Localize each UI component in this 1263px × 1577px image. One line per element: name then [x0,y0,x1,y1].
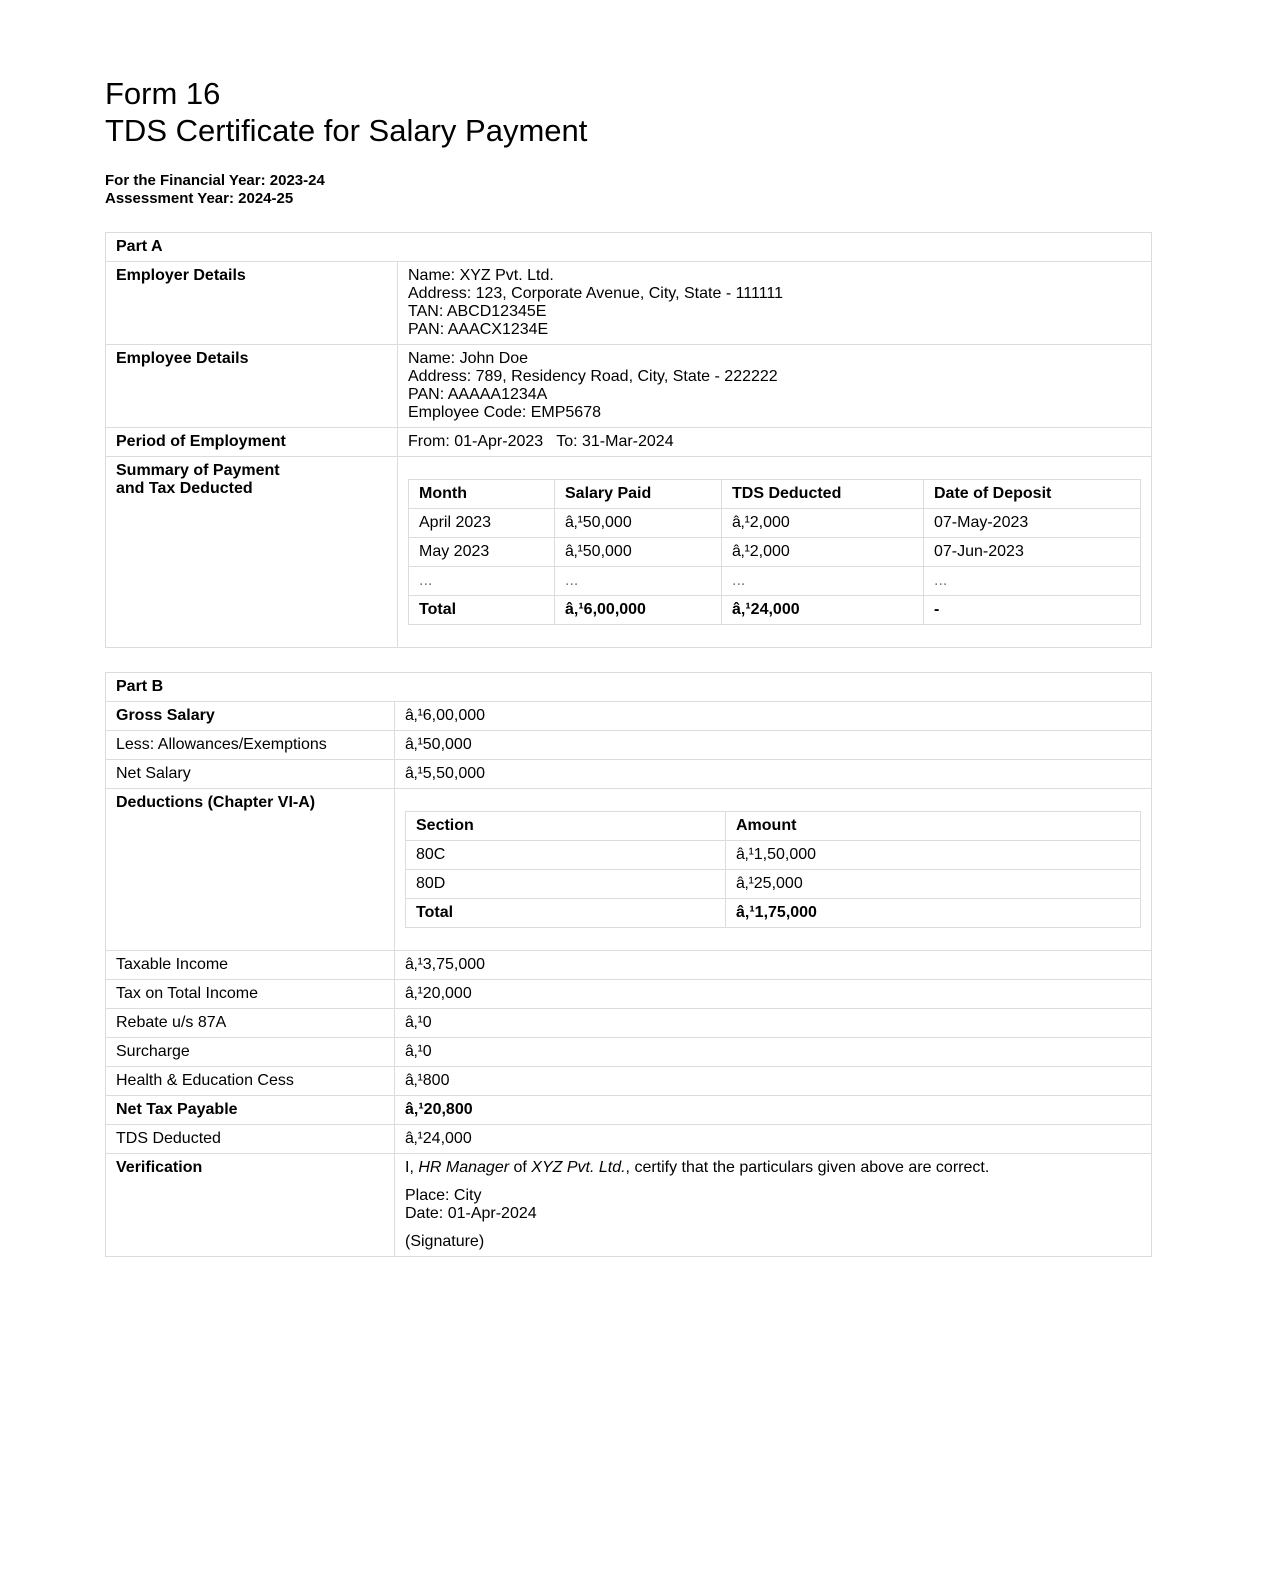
tds-deducted-value: â‚¹24,000 [395,1125,1152,1154]
deductions-cell-section: 80C [406,841,726,870]
verification-statement [405,1159,1141,1177]
verification-label: Verification [106,1154,395,1257]
summary-row [409,509,1141,538]
summary-cell-tds: â‚¹2,000 [722,509,924,538]
summary-total-tds: â‚¹24,000 [722,596,924,625]
summary-label-line2: and Tax Deducted [116,480,253,497]
deductions-total-amount: â‚¹1,75,000 [726,899,1141,928]
employer-pan: PAN: AAACX1234E [408,321,549,338]
part-b-heading: Part B [106,673,1152,702]
allowances-value: â‚¹50,000 [395,731,1152,760]
net-salary-value: â‚¹5,50,000 [395,760,1152,789]
summary-cell-tds: â‚¹2,000 [722,538,924,567]
deductions-label: Deductions (Chapter VI-A) [106,789,395,951]
taxable-income-value: â‚¹3,75,000 [395,951,1152,980]
summary-label [106,457,398,648]
summary-header-row [409,480,1141,509]
employee-details [398,345,1152,428]
summary-cell-date: ... [924,567,1141,596]
verification-designation: HR Manager [418,1159,510,1176]
employer-tan: TAN: ABCD12345E [408,303,547,320]
period-value: From: 01-Apr-2023 To: 31-Mar-2024 [398,428,1152,457]
summary-total-label: Total [409,596,555,625]
employee-address: Address: 789, Residency Road, City, State - 222222 [408,368,778,385]
summary-cell-date: 07-Jun-2023 [924,538,1141,567]
surcharge-value: â‚¹0 [395,1038,1152,1067]
verification-suffix: , certify that the particulars given above are correct. [625,1159,990,1176]
surcharge-label: Surcharge [106,1038,395,1067]
employer-details [398,262,1152,345]
summary-cell-salary: â‚¹50,000 [555,509,722,538]
summary-cell-salary: ... [555,567,722,596]
page-crop-mask [0,1292,1263,1577]
deductions-cell-amount: â‚¹1,50,000 [726,841,1141,870]
summary-cell-salary: â‚¹50,000 [555,538,722,567]
cess-label: Health & Education Cess [106,1067,395,1096]
summary-cell-month: ... [409,567,555,596]
summary-header-date: Date of Deposit [924,480,1141,509]
verification-signature: (Signature) [405,1233,485,1250]
summary-cell [398,457,1152,648]
summary-cell-month: April 2023 [409,509,555,538]
year-info [105,172,1152,208]
employee-name: Name: John Doe [408,350,529,367]
summary-total-row [409,596,1141,625]
net-tax-label: Net Tax Payable [106,1096,395,1125]
part-b-table [105,672,1152,1257]
verification-place: Place: City [405,1187,482,1204]
page-subtitle: TDS Certificate for Salary Payment [105,113,588,148]
verification-prefix: I, [405,1159,419,1176]
part-a-heading: Part A [106,233,1152,262]
deductions-header-row [406,812,1141,841]
deductions-cell-section: 80D [406,870,726,899]
gross-salary-label: Gross Salary [106,702,395,731]
summary-label-line1: Summary of Payment [116,462,280,479]
cess-value: â‚¹800 [395,1067,1152,1096]
tds-deducted-label: TDS Deducted [106,1125,395,1154]
deductions-cell [395,789,1152,951]
period-label: Period of Employment [106,428,398,457]
net-tax-value: â‚¹20,800 [395,1096,1152,1125]
deductions-header-amount: Amount [726,812,1141,841]
allowances-label: Less: Allowances/Exemptions [106,731,395,760]
deductions-header-section: Section [406,812,726,841]
summary-row [409,567,1141,596]
employer-address: Address: 123, Corporate Avenue, City, State - 111111 [408,285,784,302]
verification-of: of [509,1159,532,1176]
net-salary-label: Net Salary [106,760,395,789]
summary-header-salary: Salary Paid [555,480,722,509]
summary-total-salary: â‚¹6,00,000 [555,596,722,625]
deductions-total-row [406,899,1141,928]
deductions-total-label: Total [406,899,726,928]
deductions-cell-amount: â‚¹25,000 [726,870,1141,899]
financial-year: For the Financial Year: 2023-24 [105,172,325,189]
page-title: Form 16 [105,76,221,111]
deductions-row [406,841,1141,870]
tax-total-value: â‚¹20,000 [395,980,1152,1009]
employer-details-label: Employer Details [106,262,398,345]
assessment-year: Assessment Year: 2024-25 [105,190,294,207]
tax-total-label: Tax on Total Income [106,980,395,1009]
summary-header-tds: TDS Deducted [722,480,924,509]
summary-row [409,538,1141,567]
rebate-value: â‚¹0 [395,1009,1152,1038]
summary-cell-tds: ... [722,567,924,596]
part-a-table [105,232,1152,648]
summary-cell-date: 07-May-2023 [924,509,1141,538]
deductions-row [406,870,1141,899]
verification-company: XYZ Pvt. Ltd. [531,1159,626,1176]
summary-cell-month: May 2023 [409,538,555,567]
rebate-label: Rebate u/s 87A [106,1009,395,1038]
taxable-income-label: Taxable Income [106,951,395,980]
verification-cell [395,1154,1152,1257]
employer-name: Name: XYZ Pvt. Ltd. [408,267,554,284]
gross-salary-value: â‚¹6,00,000 [395,702,1152,731]
deductions-table [405,811,1141,928]
summary-header-month: Month [409,480,555,509]
employee-pan: PAN: AAAAA1234A [408,386,548,403]
summary-table [408,479,1141,625]
form-16-document [105,75,1152,1257]
summary-total-date: - [924,596,1141,625]
verification-date: Date: 01-Apr-2024 [405,1205,537,1222]
employee-code: Employee Code: EMP5678 [408,404,601,421]
employee-details-label: Employee Details [106,345,398,428]
